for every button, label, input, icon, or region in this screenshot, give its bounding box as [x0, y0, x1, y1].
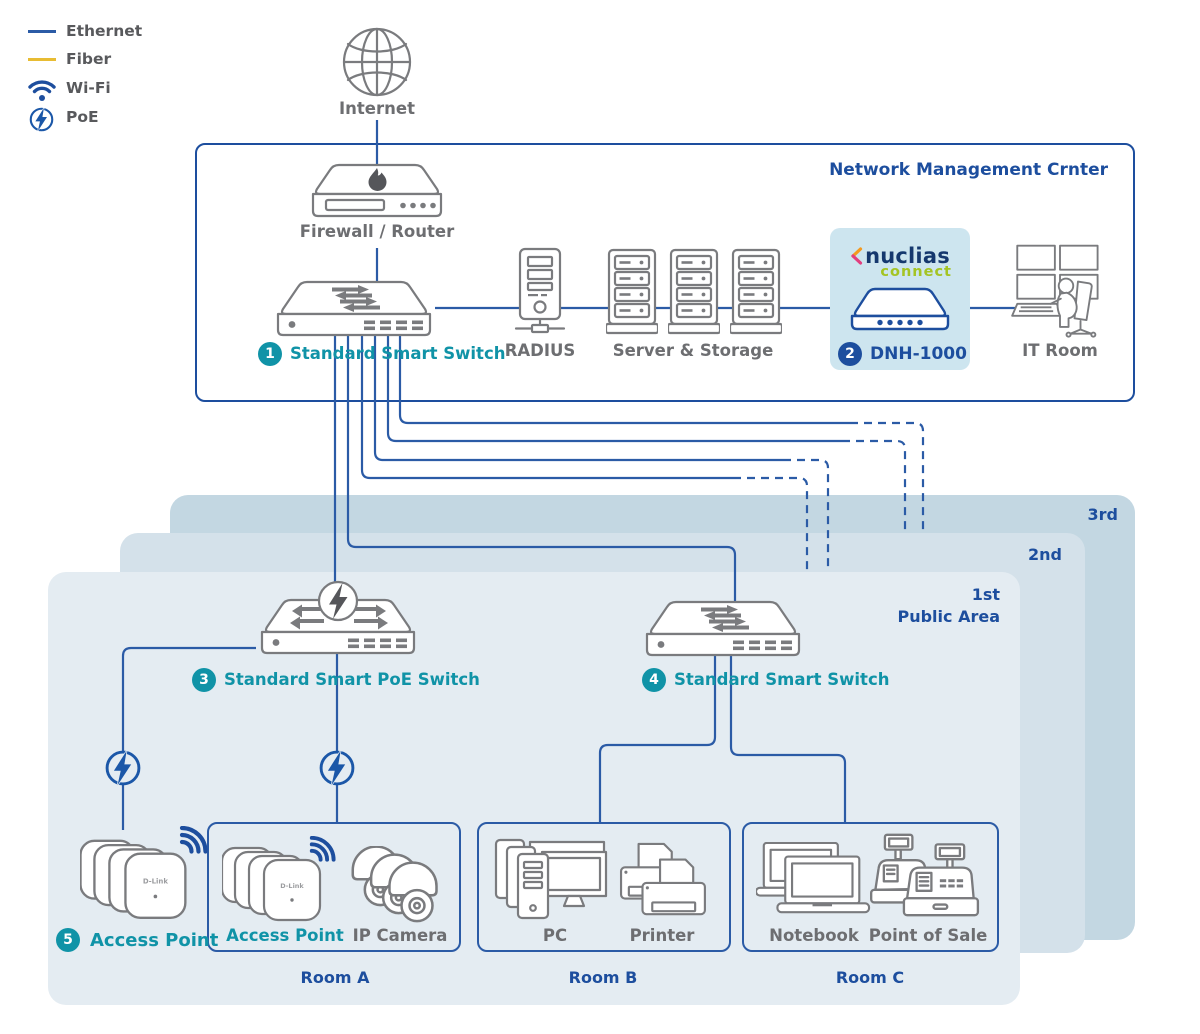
room-a-ap-label: Access Point — [226, 926, 344, 945]
internet-globe-icon — [339, 24, 415, 100]
switch3-label: Standard Smart PoE Switch — [224, 670, 480, 689]
switch4-label: Standard Smart Switch — [674, 670, 890, 689]
floor-label-3rd: 3rd — [1087, 505, 1118, 524]
line-switch1-3rd-b-dashed — [850, 423, 923, 531]
floor-label-public-area: Public Area — [897, 607, 1000, 626]
nuclias-logo-text: nuclias — [865, 244, 950, 268]
room-b-pc-label: PC — [542, 926, 568, 945]
wifi-signal-icon — [178, 826, 208, 854]
ap5-number-badge: 5 — [56, 928, 80, 952]
floor-label-2nd: 2nd — [1028, 545, 1062, 564]
legend-label-ethernet: Ethernet — [66, 22, 143, 40]
internet-label: Internet — [339, 99, 415, 118]
poe-badge-icon — [317, 748, 357, 788]
room-a-title: Room A — [300, 968, 370, 987]
legend-label-poe: PoE — [66, 108, 99, 126]
room-a-camera-label: IP Camera — [352, 926, 448, 945]
switch4-icon — [637, 600, 809, 658]
access-point-5-icon — [80, 828, 188, 920]
room-b-printer-label: Printer — [629, 926, 695, 945]
server-tower-icon — [606, 248, 658, 336]
printer-icon — [612, 842, 712, 920]
notebook-icon — [756, 842, 871, 916]
legend-label-wifi: Wi-Fi — [66, 79, 111, 97]
switch1-label: Standard Smart Switch — [290, 344, 506, 363]
server-tower-icon — [730, 248, 782, 336]
room-a-access-point-icon — [222, 836, 322, 922]
person-icon — [1059, 279, 1074, 294]
poe-badge-icon — [103, 748, 143, 788]
management-box-title: Network Management Crnter — [829, 160, 1108, 180]
switch3-number-badge: 3 — [192, 668, 216, 692]
dnh-number-badge: 2 — [838, 342, 862, 366]
firewall-router-label: Firewall / Router — [299, 222, 455, 241]
it-room-icon — [1008, 244, 1112, 338]
room-c-title: Room C — [835, 968, 905, 987]
it-room-label: IT Room — [1022, 341, 1098, 360]
switch1-icon — [268, 280, 440, 338]
line-switch1-3rd-a-dashed — [842, 441, 905, 531]
switch4-number-badge: 4 — [642, 668, 666, 692]
line-switch1-2nd-b-dashed — [783, 460, 828, 570]
ip-camera-icon — [350, 846, 445, 924]
nuclias-connect-text: connect — [880, 264, 952, 280]
nuclias-logo — [842, 244, 958, 280]
ap-brand-text: D-Link — [280, 882, 304, 890]
line-switch1-2nd-a-dashed — [733, 478, 807, 570]
floor-label-1st: 1st — [971, 585, 1000, 604]
room-b-title: Room B — [568, 968, 638, 987]
legend-label-fiber: Fiber — [66, 50, 112, 68]
switch1-number-badge: 1 — [258, 342, 282, 366]
nuclias-chevron-icon — [850, 247, 863, 265]
radius-server-icon — [512, 247, 568, 339]
wifi-signal-icon — [308, 836, 336, 862]
ap5-label: Access Point — [90, 930, 219, 951]
point-of-sale-icon — [868, 832, 980, 918]
room-c-notebook-label: Notebook — [769, 926, 859, 945]
chair-icon — [1075, 282, 1092, 320]
server-tower-icon — [668, 248, 720, 336]
server-storage-label: Server & Storage — [612, 341, 774, 360]
dnh-label: DNH-1000 — [870, 344, 967, 364]
poe-bolt-icon — [314, 577, 362, 625]
room-c-pos-label: Point of Sale — [868, 926, 988, 945]
radius-label: RADIUS — [504, 341, 576, 360]
firewall-router-icon — [307, 162, 447, 220]
line-switch1-switch4 — [348, 334, 735, 602]
ap-brand-text: D-Link — [142, 877, 168, 886]
dnh-1000-icon — [845, 286, 955, 332]
pc-icon — [494, 836, 612, 920]
